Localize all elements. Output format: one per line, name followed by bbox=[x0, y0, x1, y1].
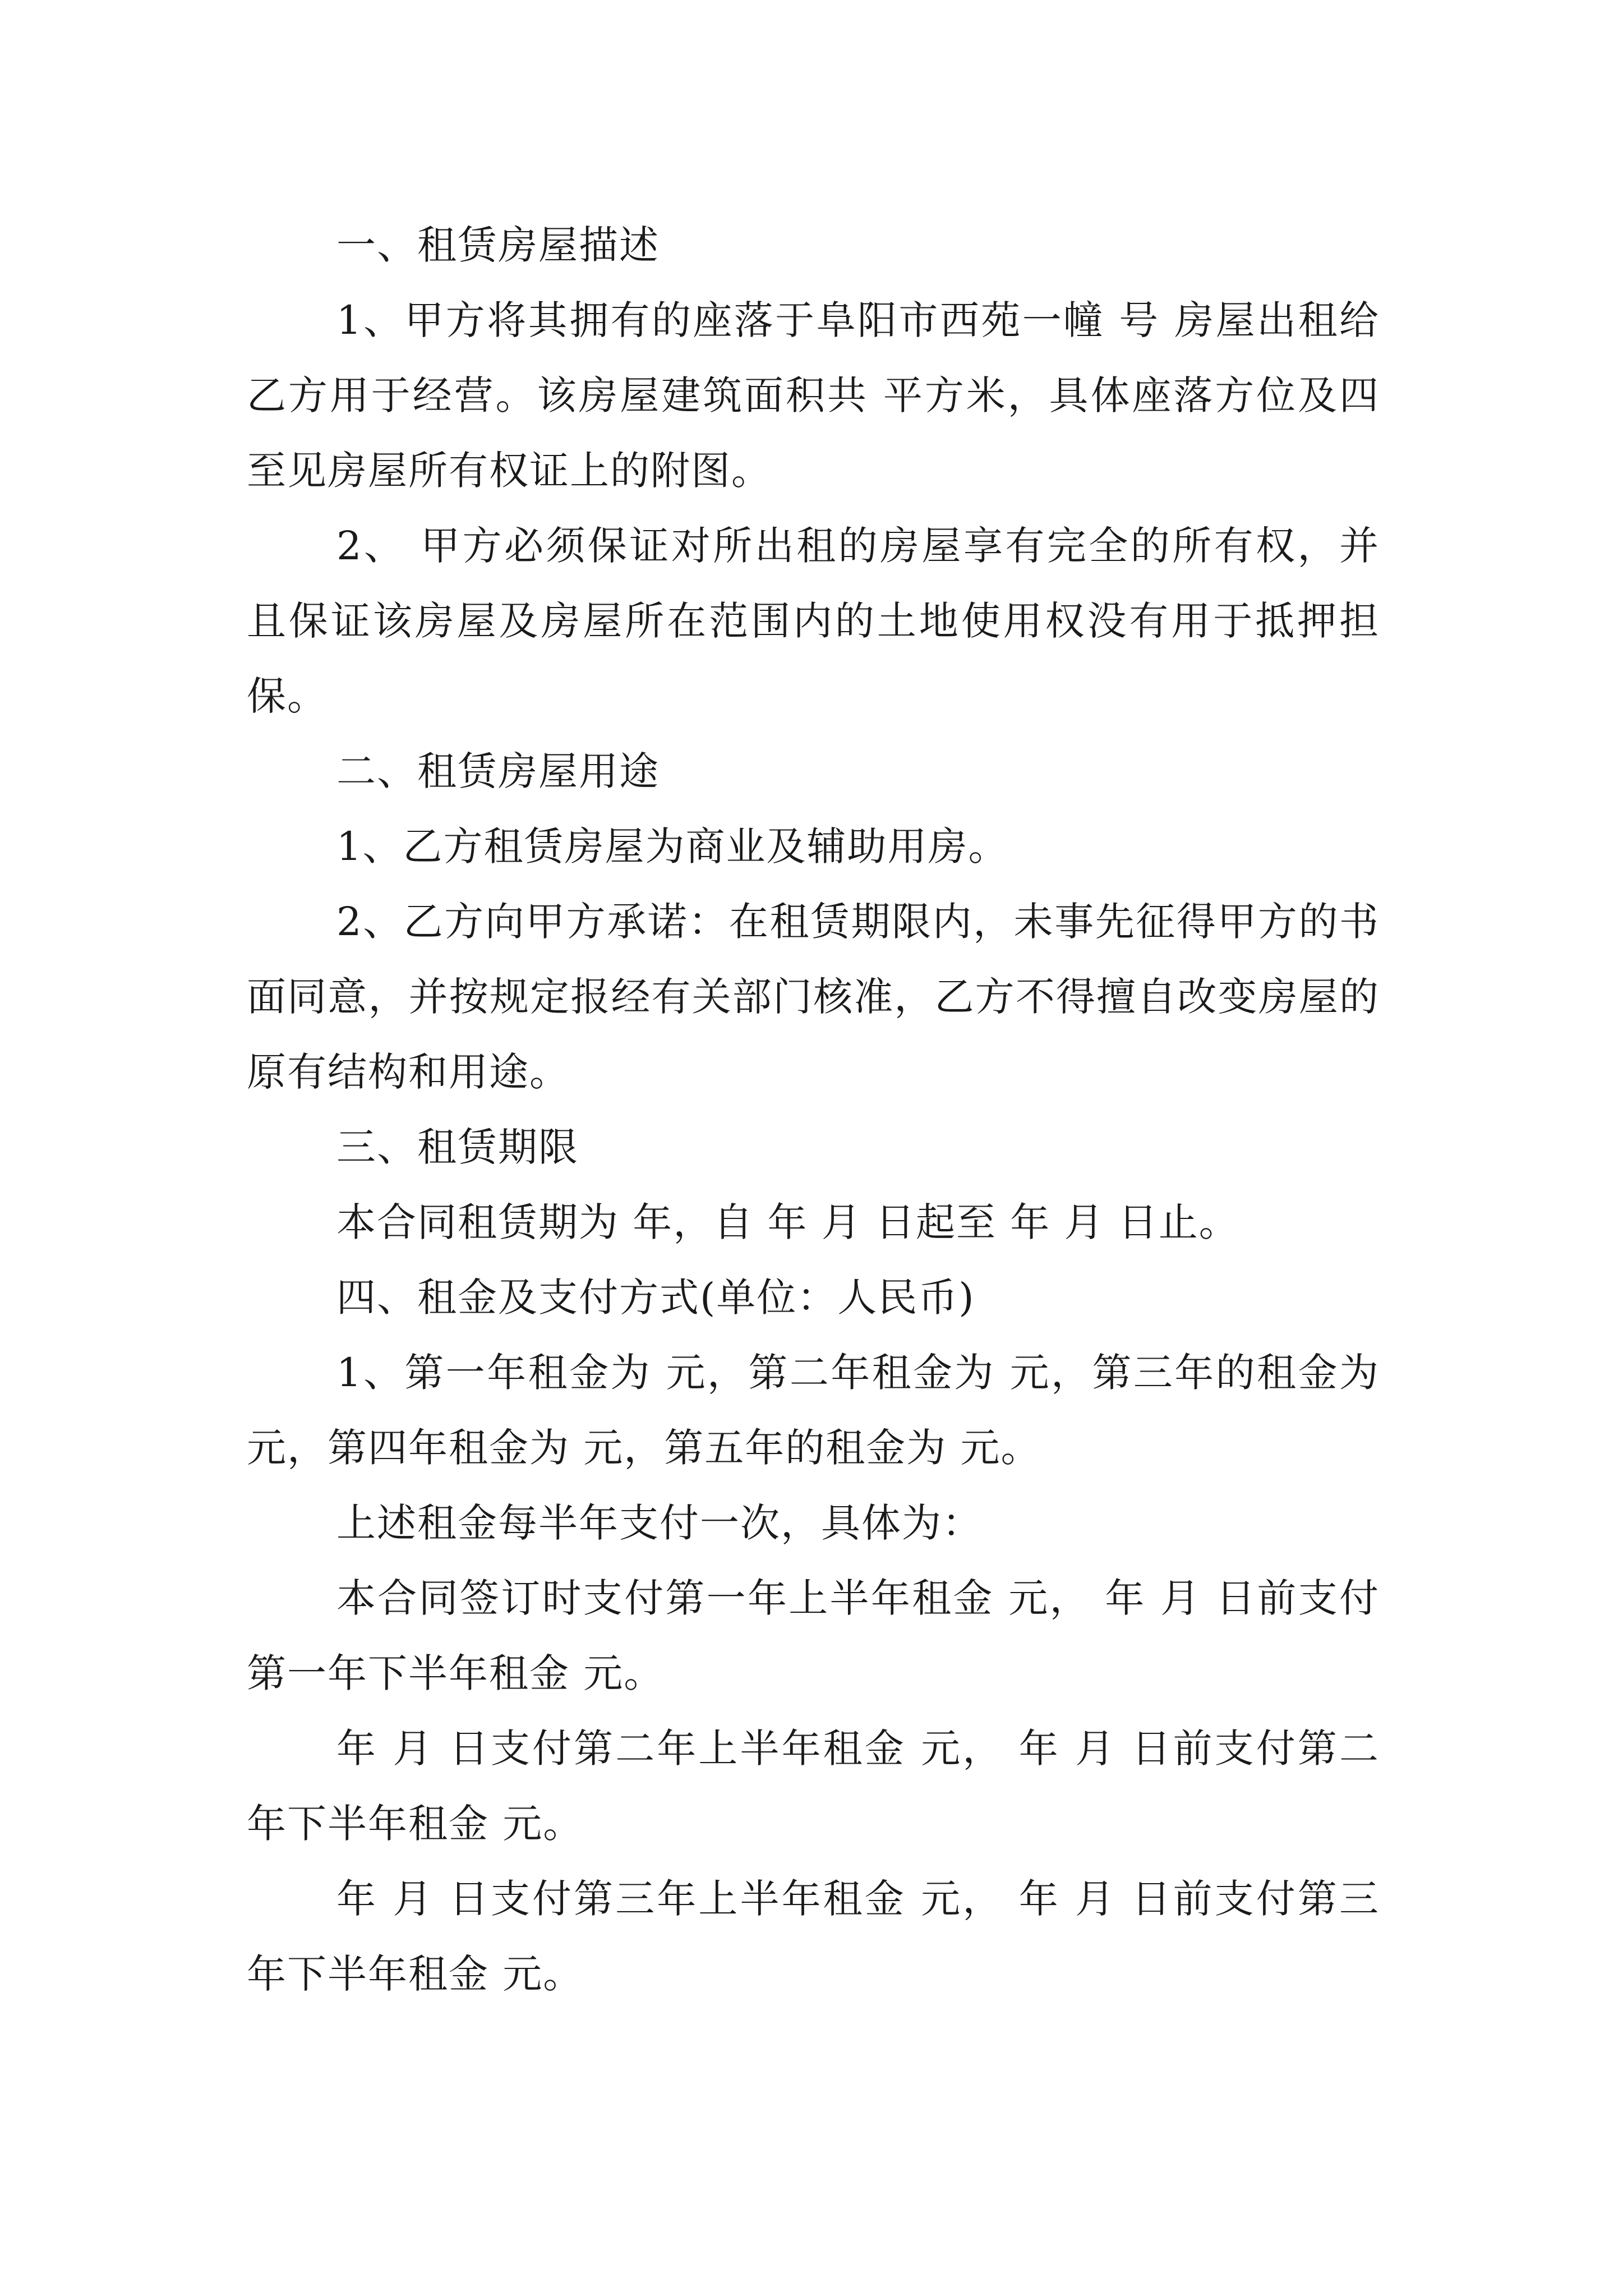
paragraph-payment-year-three: 年 月 日支付第三年上半年租金 元， 年 月 日前支付第三年下半年租金 元。 bbox=[247, 1876, 1380, 1997]
paragraph-payment-frequency: 上述租金每半年支付一次，具体为： bbox=[336, 1500, 983, 1546]
section-heading-usage: 二、租赁房屋用途 bbox=[336, 748, 660, 794]
paragraph-property-location: 1、甲方将其拥有的座落于阜阳市西苑一幢 号 房屋出租给乙方用于经营。该房屋建筑面积共 平方米，具体座落方位及四至见房屋所有权证上的附图。 bbox=[247, 297, 1380, 494]
paragraph-payment-year-two: 年 月 日支付第二年上半年租金 元， 年 月 日前支付第二年下半年租金 元。 bbox=[247, 1726, 1380, 1847]
section-heading-rent: 四、租金及支付方式(单位：人民币) bbox=[336, 1274, 975, 1320]
paragraph-usage-type: 1、乙方租赁房屋为商业及辅助用房。 bbox=[336, 823, 1009, 869]
section-heading-term: 三、租赁期限 bbox=[336, 1124, 579, 1170]
paragraph-usage-commitment: 2、乙方向甲方承诺：在租赁期限内，未事先征得甲方的书面同意，并按规定报经有关部门核准，乙方不得擅自改变房屋的原有结构和用途。 bbox=[247, 899, 1380, 1095]
paragraph-ownership-guarantee: 2、 甲方必须保证对所出租的房屋享有完全的所有权，并且保证该房屋及房屋所在范围内的土地使用权没有用于抵押担保。 bbox=[247, 523, 1380, 719]
document-body bbox=[247, 208, 1380, 2012]
paragraph-payment-year-one: 本合同签订时支付第一年上半年租金 元， 年 月 日前支付第一年下半年租金 元。 bbox=[247, 1575, 1380, 1696]
paragraph-rent-amounts: 1、第一年租金为 元，第二年租金为 元，第三年的租金为 元，第四年租金为 元，第五年的租金为 元。 bbox=[247, 1350, 1380, 1471]
section-heading-description: 一、租赁房屋描述 bbox=[336, 222, 660, 268]
paragraph-term-period: 本合同租赁期为 年，自 年 月 日起至 年 月 日止。 bbox=[336, 1199, 1239, 1245]
